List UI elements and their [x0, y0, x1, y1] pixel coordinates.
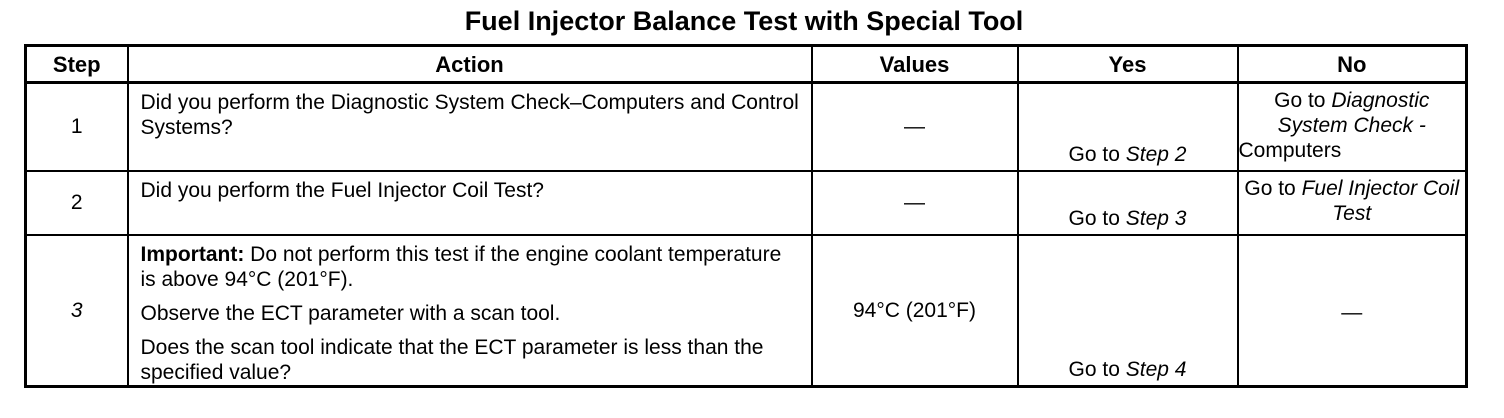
- value-cell: —: [812, 83, 1018, 171]
- action-text: Observe the ECT parameter with a scan tool.: [140, 301, 561, 325]
- action-question: Does the scan tool indicate that the ECT parameter is less than the specified value?: [140, 335, 764, 384]
- diagnostic-table: [24, 44, 1468, 388]
- action-cell: [128, 235, 812, 387]
- yes-cell: [1018, 83, 1238, 171]
- value-cell: —: [812, 171, 1018, 235]
- yes-prefix: Go to: [1068, 358, 1126, 381]
- yes-link[interactable]: Step 4: [1125, 358, 1187, 381]
- yes-cell: [1018, 235, 1238, 387]
- yes-prefix: Go to: [1068, 142, 1126, 166]
- step-number: 2: [26, 171, 128, 235]
- table-row: [26, 235, 1467, 387]
- page-title: Fuel Injector Balance Test with Special Tool: [464, 6, 1024, 36]
- header-yes: Yes: [1018, 46, 1238, 83]
- no-cell: [1238, 83, 1467, 171]
- header-values: Values: [812, 46, 1018, 83]
- yes-link[interactable]: Step 2: [1125, 142, 1187, 166]
- action-text: Did you perform the Fuel Injector Coil Test?: [140, 178, 544, 202]
- header-row: [26, 46, 1467, 83]
- no-cell: —: [1238, 235, 1467, 387]
- no-link[interactable]: Diagnostic System Check -: [1277, 89, 1430, 137]
- important-note: [141, 242, 801, 292]
- important-label: Important:: [140, 242, 245, 266]
- step-number: [26, 235, 128, 387]
- table-row: [26, 83, 1467, 171]
- important-text: Do not perform this test if the engine coolant temperature is above 94°C (201°F).: [140, 242, 782, 291]
- table-row: [26, 171, 1467, 235]
- yes-cell: [1018, 171, 1238, 235]
- header-step: Step: [26, 46, 128, 83]
- header-action: Action: [128, 46, 812, 83]
- no-suffix: Computers: [1238, 139, 1342, 162]
- value-cell: 94°C (201°F): [812, 235, 1018, 387]
- no-prefix: Go to: [1244, 176, 1302, 200]
- no-cell: [1238, 171, 1467, 235]
- no-link[interactable]: Fuel Injector Coil Test: [1301, 176, 1460, 225]
- action-cell: [128, 171, 812, 235]
- no-prefix: Go to: [1274, 89, 1332, 112]
- action-cell: [128, 83, 812, 171]
- header-no: No: [1238, 46, 1467, 83]
- step-number: 1: [26, 83, 128, 171]
- yes-link[interactable]: Step 3: [1125, 206, 1187, 230]
- step-number-text: 3: [70, 298, 83, 322]
- action-text: Did you perform the Diagnostic System Check–Computers and Control Systems?: [140, 91, 799, 139]
- yes-prefix: Go to: [1068, 206, 1126, 230]
